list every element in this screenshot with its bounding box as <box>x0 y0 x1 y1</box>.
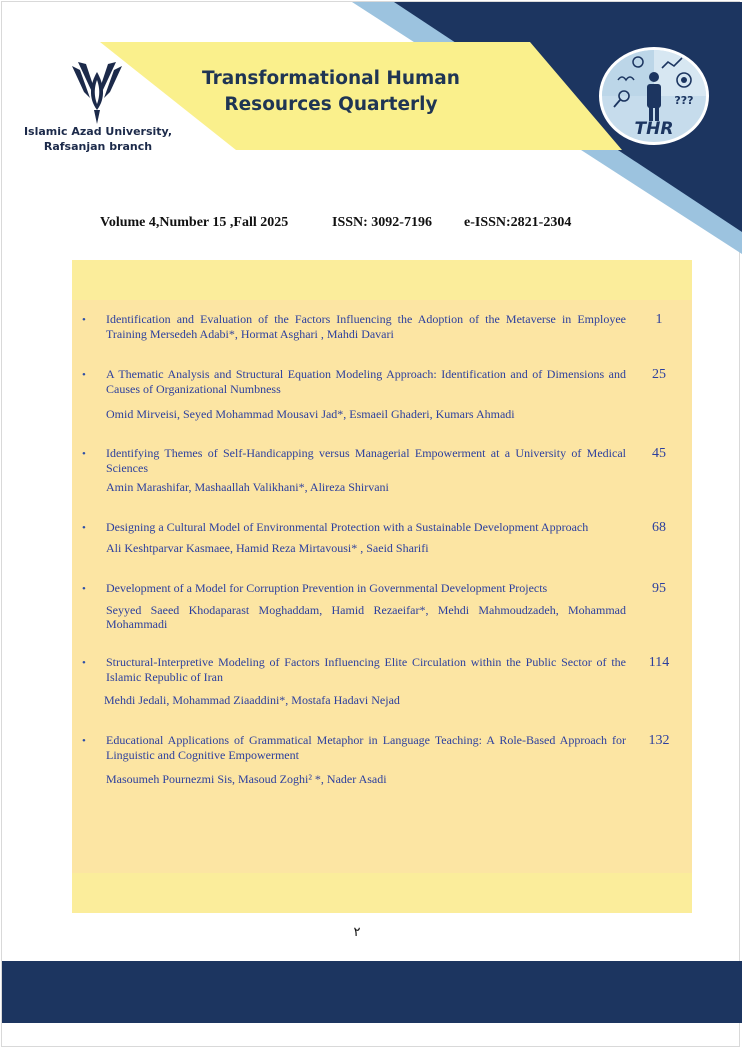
bullet: • <box>82 657 86 669</box>
university-emblem-icon <box>70 58 124 126</box>
university-name <box>18 124 178 154</box>
question-marks: ??? <box>674 94 694 107</box>
toc-band-bottom <box>72 873 692 913</box>
bullet: • <box>82 448 86 460</box>
toc-entry-page[interactable]: 132 <box>648 733 670 748</box>
toc-entry-title[interactable]: Development of a Model for Corruption Prevention in Governmental Development Projects <box>106 581 548 595</box>
toc-entry-authors: Ali Keshtparvar Kasmaee, Hamid Reza Mirtavousi* , Saeid Sharifi <box>106 541 429 555</box>
toc-entry-title[interactable]: Identification and Evaluation of the Factors Influencing the Adoption of the Metaverse in Employee Training Mersedeh Adabi*, Hormat Asghari , Mahdi Davari <box>106 312 626 341</box>
toc-entry-title[interactable]: Educational Applications of Grammatical Metaphor in Language Teaching: A Role-Based Approach for Linguistic and Cognitive Empowerment <box>106 733 626 762</box>
toc-entry-authors: Omid Mirveisi, Seyed Mohammad Mousavi Jad*, Esmaeil Ghaderi, Kumars Ahmadi <box>106 407 515 421</box>
university-name-line2: Rafsanjan branch <box>43 140 153 153</box>
bullet: • <box>82 583 86 595</box>
toc-entry-title[interactable]: A Thematic Analysis and Structural Equation Modeling Approach: Identification and of Dimensions and Causes of Organizational Numbness <box>106 367 626 396</box>
toc-entry-page[interactable]: 45 <box>652 446 666 461</box>
toc-entry-authors: Masoumeh Pournezmi Sis, Masoud Zoghi² *, Nader Asadi <box>106 772 387 786</box>
toc-entry-page[interactable]: 95 <box>652 581 666 596</box>
journal-title <box>186 66 476 118</box>
page-folio: ٢ <box>353 924 361 939</box>
toc-entry-page[interactable]: 114 <box>648 655 670 670</box>
thr-logo-text: THR <box>634 119 674 139</box>
toc-entry-authors: Seyyed Saeed Khodaparast Moghaddam, Hamid Rezaeifar*, Mehdi Mahmoudzadeh, Mohammad Mohammadi <box>106 603 626 631</box>
volume-number: Volume 4,Number 15 ,Fall 2025 <box>100 215 289 230</box>
toc-entry-page[interactable]: 1 <box>655 312 663 327</box>
toc-entry-page[interactable]: 68 <box>652 520 666 535</box>
issn: ISSN: 3092-7196 <box>332 215 432 230</box>
toc-entry-title[interactable]: Identifying Themes of Self-Handicapping versus Managerial Empowerment at a University of Medical Sciences <box>106 446 626 475</box>
university-name-line1: Islamic Azad University, <box>23 125 173 138</box>
thr-logo <box>596 44 712 148</box>
toc-entry-page[interactable]: 25 <box>652 367 666 382</box>
toc-entry-title[interactable]: Structural-Interpretive Modeling of Factors Influencing Elite Circulation within the Public Sector of the Islamic Republic of Iran <box>106 655 626 684</box>
toc-entry-title[interactable]: Designing a Cultural Model of Environmental Protection with a Sustainable Development Approach <box>106 520 589 534</box>
journal-title-line2: Resources Quarterly <box>224 94 438 115</box>
toc-entry-authors: Mehdi Jedali, Mohammad Ziaaddini*, Mostafa Hadavi Nejad <box>104 693 400 707</box>
toc-entry-authors: Amin Marashifar, Mashaallah Valikhani*, Alireza Shirvani <box>106 480 389 494</box>
person-body-icon <box>647 84 661 108</box>
bullet: • <box>82 314 86 326</box>
journal-title-line1: Transformational Human <box>202 68 460 89</box>
bullet: • <box>82 735 86 747</box>
footer-bar <box>2 961 742 1023</box>
bullet: • <box>82 369 86 381</box>
person-head-icon <box>649 72 659 82</box>
bullet: • <box>82 522 86 534</box>
e-issn: e-ISSN:2821-2304 <box>464 215 572 230</box>
toc-band-top <box>72 260 692 300</box>
